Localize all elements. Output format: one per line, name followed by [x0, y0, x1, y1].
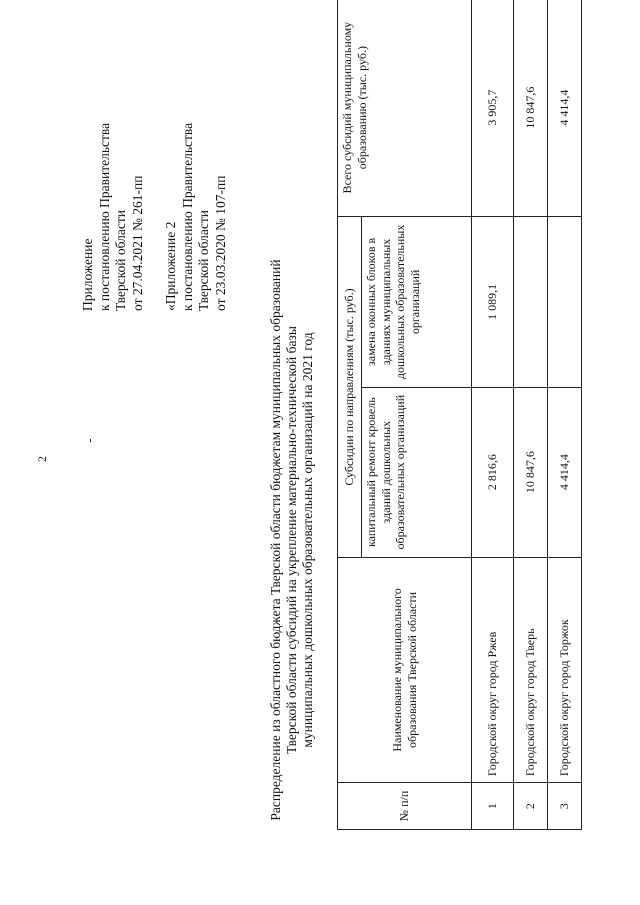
cell-b — [548, 217, 582, 387]
cell-b: 1 089,1 — [472, 217, 514, 387]
cell-a: 4 414,4 — [548, 387, 582, 557]
annex-line: к постановлению Правительства — [96, 122, 112, 311]
annex-line: «Приложение 2 — [163, 221, 178, 311]
cell-num: 3 — [548, 783, 582, 830]
cell-name: Городской округ город Ржев — [472, 557, 514, 782]
cell-total: 3 905,7 — [472, 0, 514, 217]
annex-line: Тверской области — [196, 210, 211, 311]
annex-header — [80, 11, 246, 311]
header-col-b: замена оконных блоков в зданиях муниципальных дошкольных образовательных организаций — [362, 217, 472, 387]
annex-line: от 23.03.2020 № 107-пп — [212, 175, 228, 311]
document-title — [268, 255, 316, 825]
header-col-a: капитальный ремонт кровель зданий дошкольных образовательных организаций — [362, 387, 472, 557]
table-row — [548, 0, 582, 830]
table-row — [514, 0, 548, 830]
annex-line: от 27.04.2021 № 261-пп — [129, 175, 145, 311]
header-total: Всего субсидий муниципальному образованию (тыс. руб.) — [338, 0, 472, 217]
cell-name: Городской округ город Торжок — [548, 557, 582, 782]
annex-block-1 — [80, 11, 146, 311]
annex-line: Приложение — [80, 238, 95, 311]
cell-num: 1 — [472, 783, 514, 830]
title-line: муниципальных дошкольных образовательных организаций на 2021 год — [300, 332, 315, 748]
title-line: Тверской области субсидий на укрепление материально-технической базы — [284, 326, 299, 754]
title-line: Распределение из областного бюджета Тверской области бюджетам муниципальных образований — [268, 259, 283, 821]
annex-line: к постановлению Правительства — [179, 122, 195, 311]
header-name: Наименование муниципального образования Тверской области — [338, 557, 472, 782]
header-subsidies-group: Субсидии по направлениям (тыс. руб.) — [338, 217, 362, 558]
cell-num: 2 — [514, 783, 548, 830]
table-row — [472, 0, 514, 830]
page-number: 2 — [35, 456, 49, 462]
annex-block-2 — [163, 11, 229, 311]
cell-name: Городской округ город Тверь — [514, 557, 548, 782]
subsidy-table — [337, 0, 582, 830]
cell-b — [514, 217, 548, 387]
annex-line: Тверской области — [113, 210, 128, 311]
cell-a: 2 816,6 — [472, 387, 514, 557]
header-num: № п/п — [338, 783, 472, 830]
cell-total: 10 847,6 — [514, 0, 548, 217]
cell-a: 10 847,6 — [514, 387, 548, 557]
cell-total: 4 414,4 — [548, 0, 582, 217]
